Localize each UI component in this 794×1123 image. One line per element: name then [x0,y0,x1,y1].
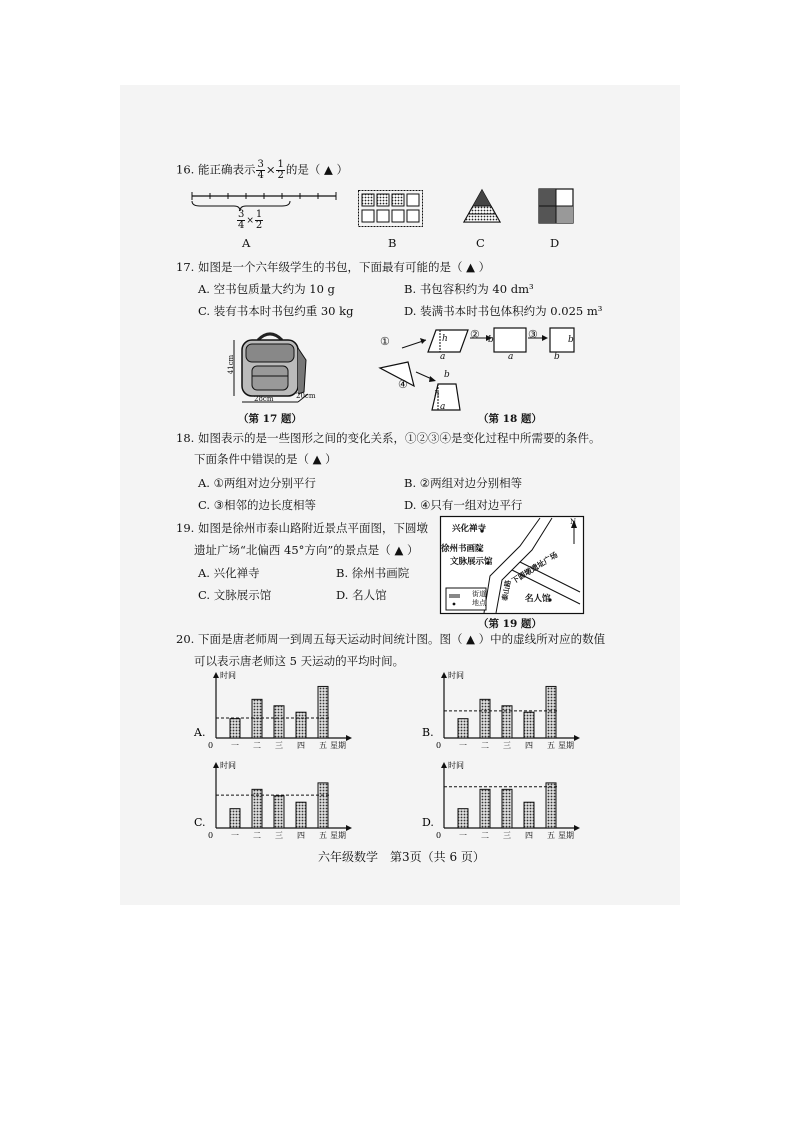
q16-letter-a: A [242,236,251,250]
q18-option-b: B. ②两组对边分别相等 [404,476,523,490]
x-tick-label: 三 [275,831,283,840]
q19-stem-line1: 19. 如图是徐州市泰山路附近景点平面图，下圆墩 [176,521,428,535]
x-axis-arrow [574,735,580,741]
x-tick-label: 五 [547,831,555,840]
map-place-wenmai: 文脉展示馆 [450,557,493,567]
x-tick-label: 四 [525,831,533,840]
bar-3 [274,796,284,828]
chart-b [418,672,598,752]
fraction-1-2: $\frac{1}{2}$ [277,159,284,181]
map-place-xinghua: 兴化禅寺 [452,524,487,534]
q17-caption: （第 17 题） [238,413,302,425]
x-axis-label: 星期 [558,741,574,750]
q18-marker-4: ④ [398,378,408,391]
y-axis-label: 时间 [448,761,464,770]
chart-d [418,762,598,842]
bar-1 [230,809,240,828]
x-tick-label: 三 [503,831,511,840]
bar-3 [274,706,284,738]
q19-option-d: D. 名人馆 [336,588,387,602]
q18-label-b4: b [444,370,450,380]
x-axis-arrow [574,825,580,831]
q16-letter-c: C [476,236,485,250]
map-place-mingren: 名人馆 [525,594,551,604]
x-tick-label: 三 [503,741,511,750]
map-legend-place: 地点 [472,599,486,607]
q18-marker-2: ② [470,328,480,341]
q18-caption: （第 18 题） [478,413,542,425]
x-tick-label: 二 [253,831,261,840]
bar-4 [296,712,306,738]
y-axis-arrow [213,672,219,678]
q19-caption: （第 19 题） [478,618,542,630]
bar-5 [318,783,328,828]
q18-marker-3: ③ [528,328,538,341]
q16-option-d-diagram [538,188,574,224]
bar-5 [318,686,328,738]
map-north-label: N [570,518,577,526]
x-axis-label: 星期 [330,831,346,840]
q18-stem-line1: 18. 如图表示的是一些图形之间的变化关系，①②③④是变化过程中所需要的条件。 [176,431,601,445]
chart-panel-label: A. [194,726,206,739]
backpack-depth-label: 20cm [296,392,316,400]
chart-panel-label: D. [422,816,434,829]
q17-stem: 17. 如图是一个六年级学生的书包，下面最有可能的是（ ▲ ） [176,260,491,274]
q18-label-b1: b [488,335,494,345]
q16-letter-b: B [388,236,397,250]
page-footer: 六年级数学 第3页（共 6 页） [318,850,485,864]
q18-marker-1: ① [380,335,390,348]
map-legend-street: 街道 [472,590,486,598]
q19-stem-line2: 遗址广场“北偏西 45°方向”的景点是（ ▲ ） [194,543,419,557]
q20-stem-line1: 20. 下面是唐老师周一到周五每天运动时间统计图。图（ ▲ ）中的虚线所对应的数值 [176,632,606,646]
chart-panel-label: C. [194,816,206,829]
chart-a [190,672,370,752]
q16-stem: 16. 能正确表示 $\frac{3}{4}$ × $\frac{1}{2}$ 的是（ ▲ ） [176,159,348,181]
chart-panel-label: B. [422,726,434,739]
x-tick-label: 五 [547,741,555,750]
x-tick-label: 二 [481,741,489,750]
y-axis-arrow [441,672,447,678]
q18-label-a2: a [508,352,514,362]
fraction-3-4: $\frac{3}{4}$ [257,159,264,181]
backpack-height-label: 41cm [227,354,236,375]
x-tick-label: 一 [459,831,467,840]
bar-1 [458,809,468,828]
x-tick-label: 一 [231,831,239,840]
q18-label-h1: h [442,334,448,344]
bar-1 [458,719,468,738]
x-tick-label: 二 [481,831,489,840]
bar-5 [546,783,556,828]
bar-5 [546,686,556,738]
q17-option-c: C. 装有书本时书包约重 30 kg [198,304,354,318]
y-axis-label: 时间 [220,671,236,680]
q18-label-h2: h [434,390,440,400]
q18-option-c: C. ③相邻的边长度相等 [198,498,317,512]
q18-label-a1: a [440,352,446,362]
x-tick-label: 五 [319,831,327,840]
bar-2 [252,699,262,738]
y-axis-label: 时间 [220,761,236,770]
axis-origin-label: 0 [208,831,214,840]
x-tick-label: 一 [459,741,467,750]
x-tick-label: 四 [297,831,305,840]
map-place-shuhuayuan: 徐州书画院 [441,544,484,554]
x-tick-label: 二 [253,741,261,750]
q16-option-b-diagram [358,190,424,228]
q18-label-b3: b [554,352,560,362]
bar-4 [524,802,534,828]
q20-stem-line2: 可以表示唐老师这 5 天运动的平均时间。 [194,654,405,668]
q19-option-a: A. 兴化禅寺 [198,566,260,580]
x-tick-label: 一 [231,741,239,750]
y-axis-arrow [213,762,219,768]
q18-label-b2: b [568,335,574,345]
axis-origin-label: 0 [436,741,442,750]
q18-label-a3: a [440,402,446,412]
x-tick-label: 五 [319,741,327,750]
q17-option-d: D. 装满书本时书包体积约为 0.025 m³ [404,304,603,318]
q17-option-a: A. 空书包质量大约为 10 g [198,282,335,296]
q16-option-c-diagram [462,188,502,224]
q16-option-a-diagram [190,190,340,230]
x-tick-label: 四 [297,741,305,750]
axis-origin-label: 0 [436,831,442,840]
map-road-label: 泰山路 [500,579,513,602]
x-axis-arrow [346,825,352,831]
q18-option-d: D. ④只有一组对边平行 [404,498,523,512]
x-axis-arrow [346,735,352,741]
backpack-width-label: 28cm [254,395,274,403]
q16-option-a-label: $\frac{3}{4}$ × $\frac{1}{2}$ [238,209,263,231]
x-tick-label: 四 [525,741,533,750]
axis-origin-label: 0 [208,741,214,750]
bar-4 [524,712,534,738]
q16-letter-d: D [550,236,560,250]
bar-3 [502,789,512,828]
x-axis-label: 星期 [330,741,346,750]
q17-option-b: B. 书包容积约为 40 dm³ [404,282,534,296]
q19-option-c: C. 文脉展示馆 [198,588,272,602]
bar-1 [230,719,240,738]
q18-option-a: A. ①两组对边分别平行 [198,476,316,490]
y-axis-arrow [441,762,447,768]
map-plaza-label: 下圆墩遗址广场 [510,550,560,586]
bar-4 [296,802,306,828]
y-axis-label: 时间 [448,671,464,680]
q19-option-b: B. 徐州书画院 [336,566,410,580]
bar-2 [480,699,490,738]
x-axis-label: 星期 [558,831,574,840]
q18-shape-diagram [376,326,586,412]
bar-2 [480,789,490,828]
chart-c [190,762,370,842]
q18-stem-line2: 下面条件中错误的是（ ▲ ） [194,452,337,466]
x-tick-label: 三 [275,741,283,750]
